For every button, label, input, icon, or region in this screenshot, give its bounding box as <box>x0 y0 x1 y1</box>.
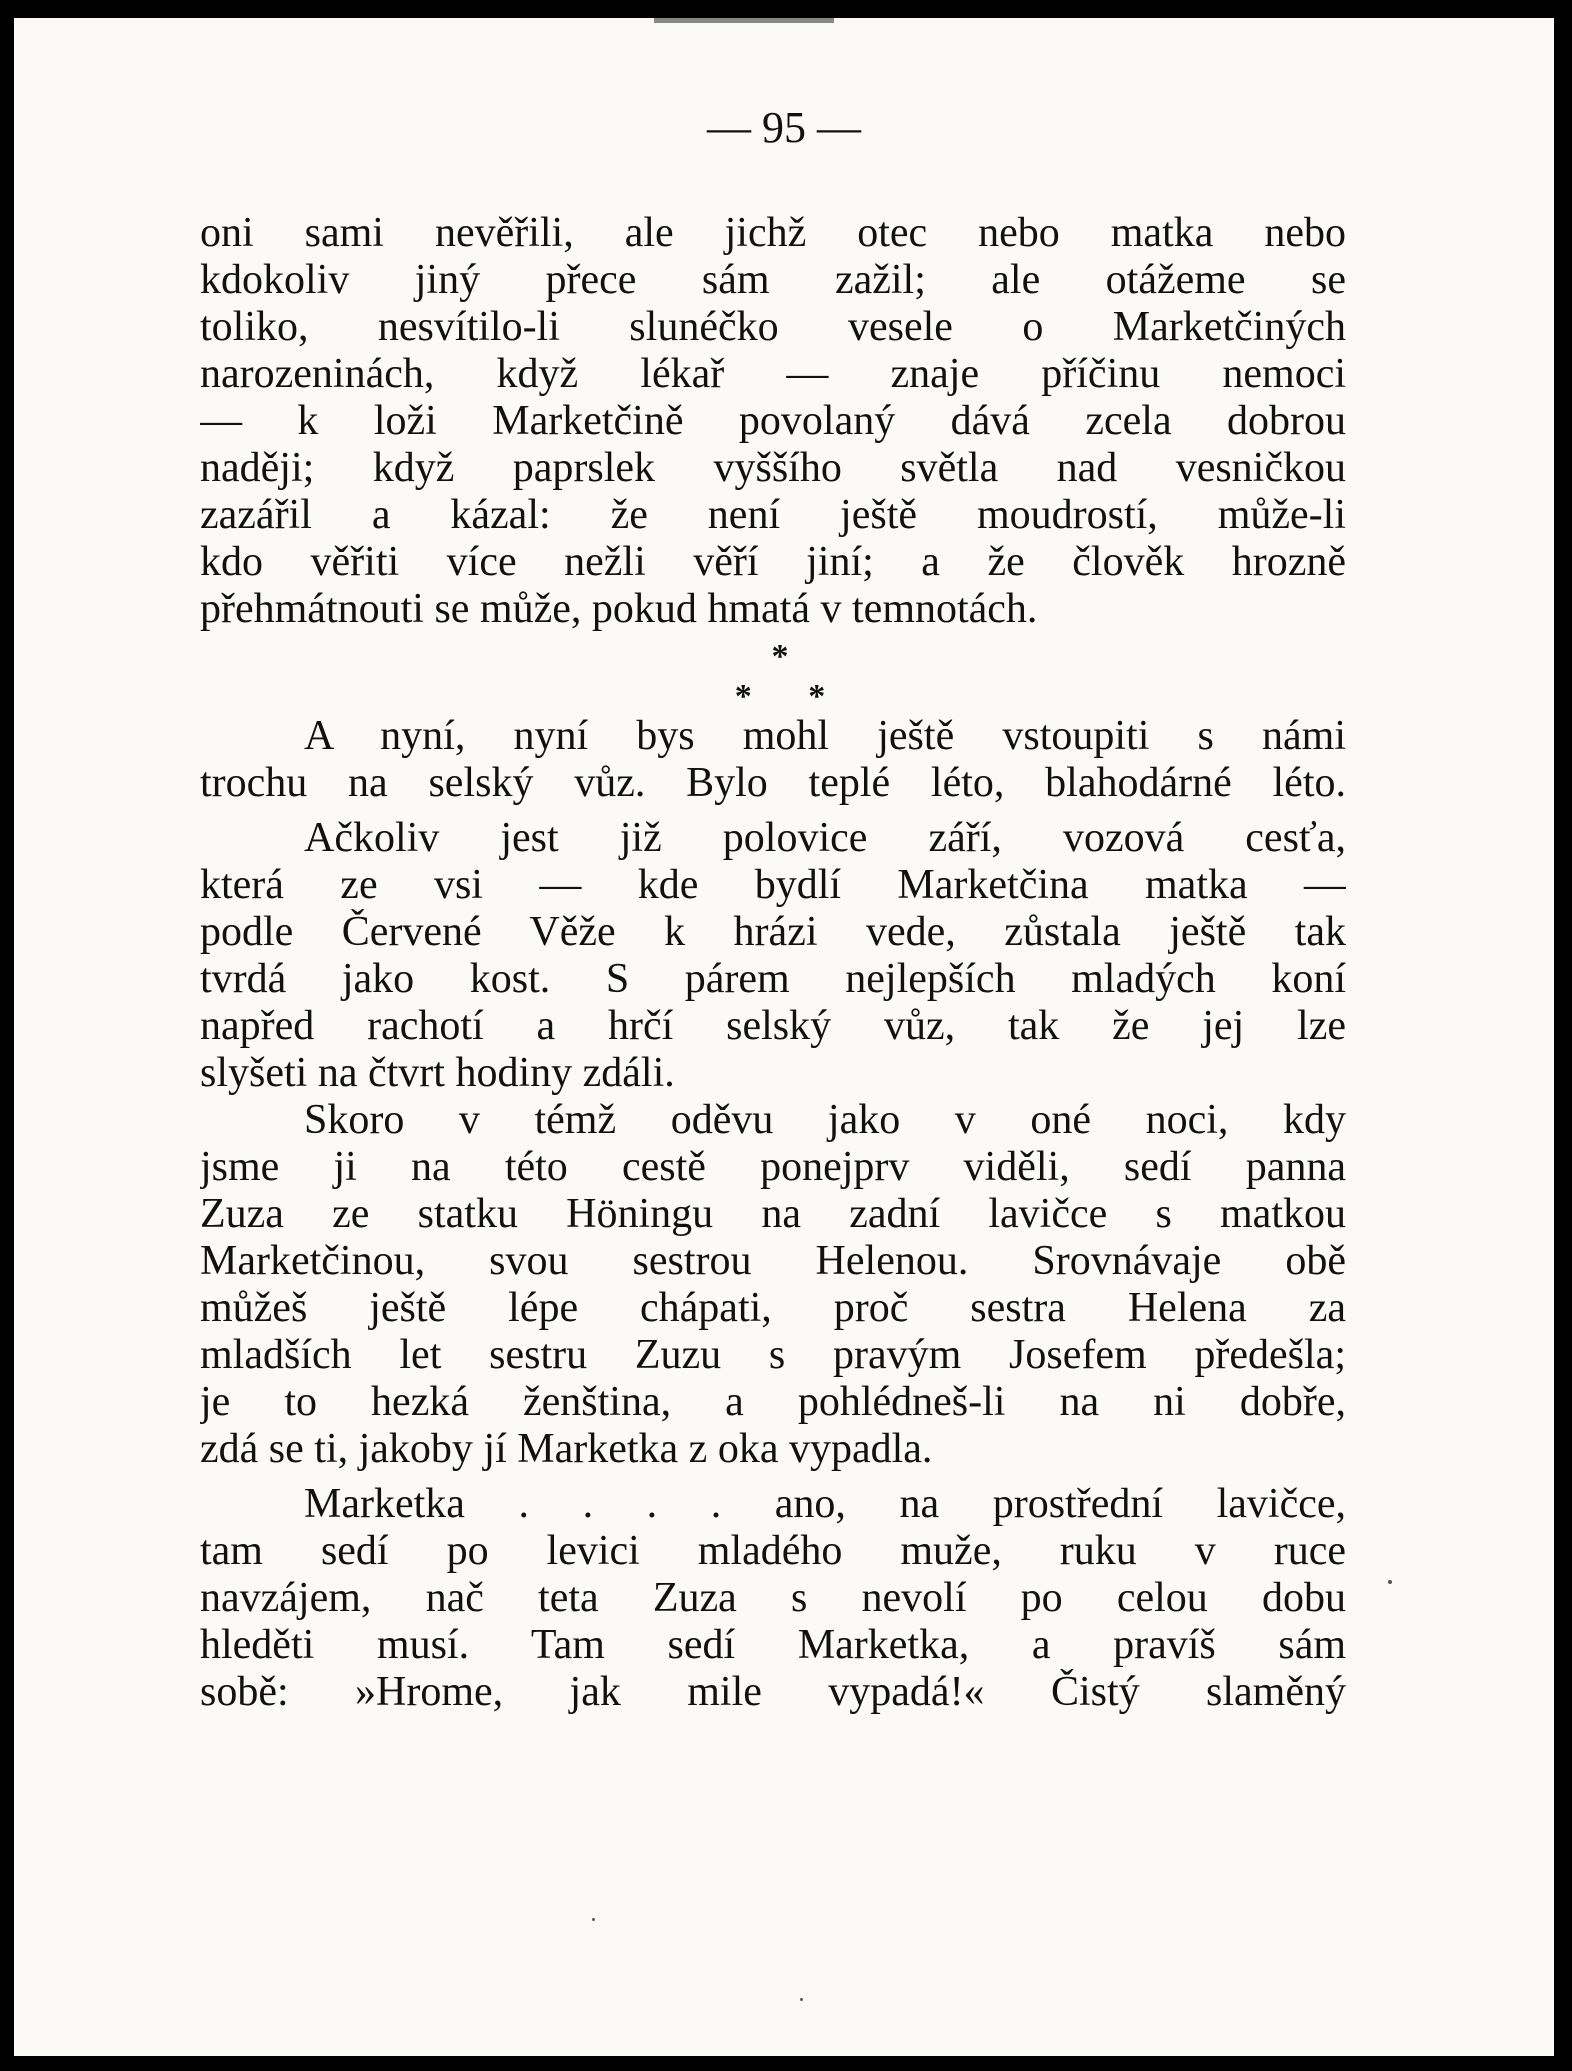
text-line: slyšeti na čtvrt hodiny zdáli. <box>200 1050 675 1096</box>
text-line: přehmátnouti se může, pokud hmatá v temnotách. <box>200 586 1038 632</box>
text-line: zdá se ti, jakoby jí Marketka z oka vypadla. <box>200 1426 933 1472</box>
text-line: kdokoliv jiný přece sám zažil; ale otážeme se <box>200 257 1346 303</box>
text-line: tam sedí po levici mladého muže, ruku v ruce <box>200 1528 1346 1574</box>
asterism-bottom: * * <box>734 678 826 715</box>
paragraph-3 <box>200 815 1346 1097</box>
body-text <box>200 210 1346 1716</box>
asterism-top: * <box>771 638 789 675</box>
scan-speck <box>592 1918 595 1921</box>
text-line: zazářil a kázal: že není ještě moudrostí, může-li <box>200 492 1346 538</box>
paragraph-4 <box>200 1097 1346 1473</box>
text-line: Zuza ze statku Höningu na zadní lavičce s matkou <box>200 1191 1346 1237</box>
text-line: — k loži Marketčině povolaný dává zcela dobrou <box>200 398 1346 444</box>
text-line: mladších let sestru Zuzu s pravým Josefem předešla; <box>200 1332 1346 1378</box>
text-line: oni sami nevěřili, ale jichž otec nebo matka nebo <box>200 210 1346 256</box>
text-line: sobě: »Hrome, jak mile vypadá!« Čistý slaměný <box>200 1669 1346 1715</box>
page-number: — 95 — <box>707 103 861 152</box>
text-line: A nyní, nyní bys mohl ještě vstoupiti s námi <box>304 713 1346 759</box>
paragraph-1 <box>200 210 1346 633</box>
text-line: trochu na selský vůz. Bylo teplé léto, blahodárné léto. <box>200 760 1346 806</box>
book-page <box>14 18 1554 2056</box>
text-line: narozeninách, když lékař — znaje příčinu nemoci <box>200 351 1346 397</box>
scan-speck <box>800 1998 803 2001</box>
text-line: můžeš ještě lépe chápati, proč sestra Helena za <box>200 1285 1346 1331</box>
text-line: napřed rachotí a hrčí selský vůz, tak že jej lze <box>200 1003 1346 1049</box>
text-line: Marketčinou, svou sestrou Helenou. Srovnávaje obě <box>200 1238 1346 1284</box>
text-line: je to hezká ženština, a pohlédneš-li na ni dobře, <box>200 1379 1346 1425</box>
text-line: podle Červené Věže k hrázi vede, zůstala ještě tak <box>200 909 1346 955</box>
paragraph-2 <box>200 713 1346 807</box>
asterism <box>200 637 1346 717</box>
text-line: Ačkoliv jest již polovice září, vozová cesťa, <box>304 815 1346 861</box>
paragraph-5 <box>200 1481 1346 1716</box>
text-line: která ze vsi — kde bydlí Marketčina matka — <box>200 862 1346 908</box>
text-line: Marketka . . . . ano, na prostřední lavičce, <box>304 1481 1346 1527</box>
scan-speck <box>1388 1580 1392 1584</box>
text-line: naději; když paprslek vyššího světla nad vesničkou <box>200 445 1346 491</box>
scan-smudge <box>654 18 834 23</box>
text-line: toliko, nesvítilo-li slunéčko vesele o Marketčiných <box>200 304 1346 350</box>
text-line: hleděti musí. Tam sedí Marketka, a pravíš sám <box>200 1622 1346 1668</box>
text-line: kdo věřiti více nežli věří jiní; a že člověk hrozně <box>200 539 1346 585</box>
text-line: Skoro v témž oděvu jako v oné noci, kdy <box>304 1097 1346 1143</box>
text-line: jsme ji na této cestě ponejprv viděli, sedí panna <box>200 1144 1346 1190</box>
text-line: navzájem, nač teta Zuza s nevolí po celou dobu <box>200 1575 1346 1621</box>
text-line: tvrdá jako kost. S párem nejlepších mladých koní <box>200 956 1346 1002</box>
